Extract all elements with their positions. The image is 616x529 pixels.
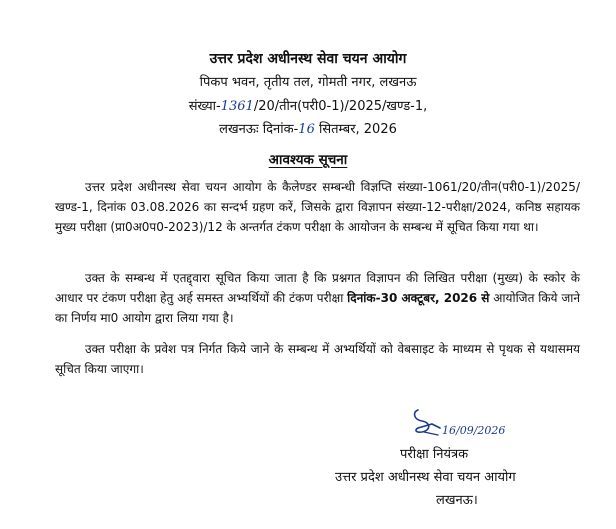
city-date-prefix: लखनऊः दिनांक- [219,122,299,137]
notice-paragraph-1 [55,177,580,237]
paragraph-2-text-start: उक्त के सम्बन्ध में एतद्द्वारा सूचित किया जाता है कि प्रश्नगत विज्ञापन की लिखित परीक्षा (मुख्य) के स्कोर के आधार पर टंकण परीक्षा हेतु अर्ह समस्त अभ्यर्थियों की टंकण परीक्षा [55,271,580,305]
paragraph-3-text: उक्त परीक्षा के प्रवेश पत्र निर्गत किये जाने के सम्बन्ध में अभ्यर्थियों को वेबसाइट के माध्यम से पृथक से यथासमय सूचित किया जाएगा। [55,342,580,376]
org-title: उत्तर प्रदेश अधीनस्थ सेवा चयन आयोग [209,51,407,67]
signatory-designation: परीक्षा नियंत्रक [400,447,469,462]
signatory-organization: उत्तर प्रदेश अधीनस्थ सेवा चयन आयोग [335,470,516,485]
notice-paragraph-3 [55,339,580,379]
signatory-city: लखनऊ। [436,493,478,508]
notice-heading [0,150,616,168]
signature-date: 16/09/2026 [442,424,506,437]
paragraph-2-exam-date: दिनांक-30 अक्टूबर, 2026 से [347,291,490,305]
paragraph-1-text: उत्तर प्रदेश अधीनस्थ सेवा चयन आयोग के कैलेण्डर सम्बन्धी विज्ञप्ति संख्या-1061/20/तीन(परी0-1)/2025/ खण्ड-1, दिनांक 03.08.2026 का सन्दर्भ ग्रहण करें, जिसके द्वारा विज्ञापन संख्या-12-परीक्षा/2024, कनिष्ठ सहायक मुख्य परीक्षा (प्रा0अ0प0-2023)/12 के अन्तर्गत टंकण परीक्षा के आयोजन के सम्बन्ध में सूचित किया गया था। [55,180,580,234]
org-address: पिकप भवन, तृतीय तल, गोमती नगर, लखनऊ [199,75,417,90]
notice-paragraph-2 [55,268,580,328]
handwritten-day: 16 [298,122,315,137]
reference-suffix: /20/तीन(परी0-1)/2025/खण्ड-1, [253,99,428,114]
reference-number [0,96,616,114]
paragraph-2-text-end: आयोजित किये जाने का निर्णय मा0 आयोग द्वारा लिया गया है। [55,291,581,325]
month-year: सितम्बर, 2026 [314,122,397,137]
handwritten-signature [410,404,520,444]
reference-prefix: संख्या- [188,99,221,114]
notice-heading-text: आवश्यक सूचना [268,152,348,168]
reference-handwritten-number: 1361 [220,99,254,114]
issue-date [0,119,616,137]
